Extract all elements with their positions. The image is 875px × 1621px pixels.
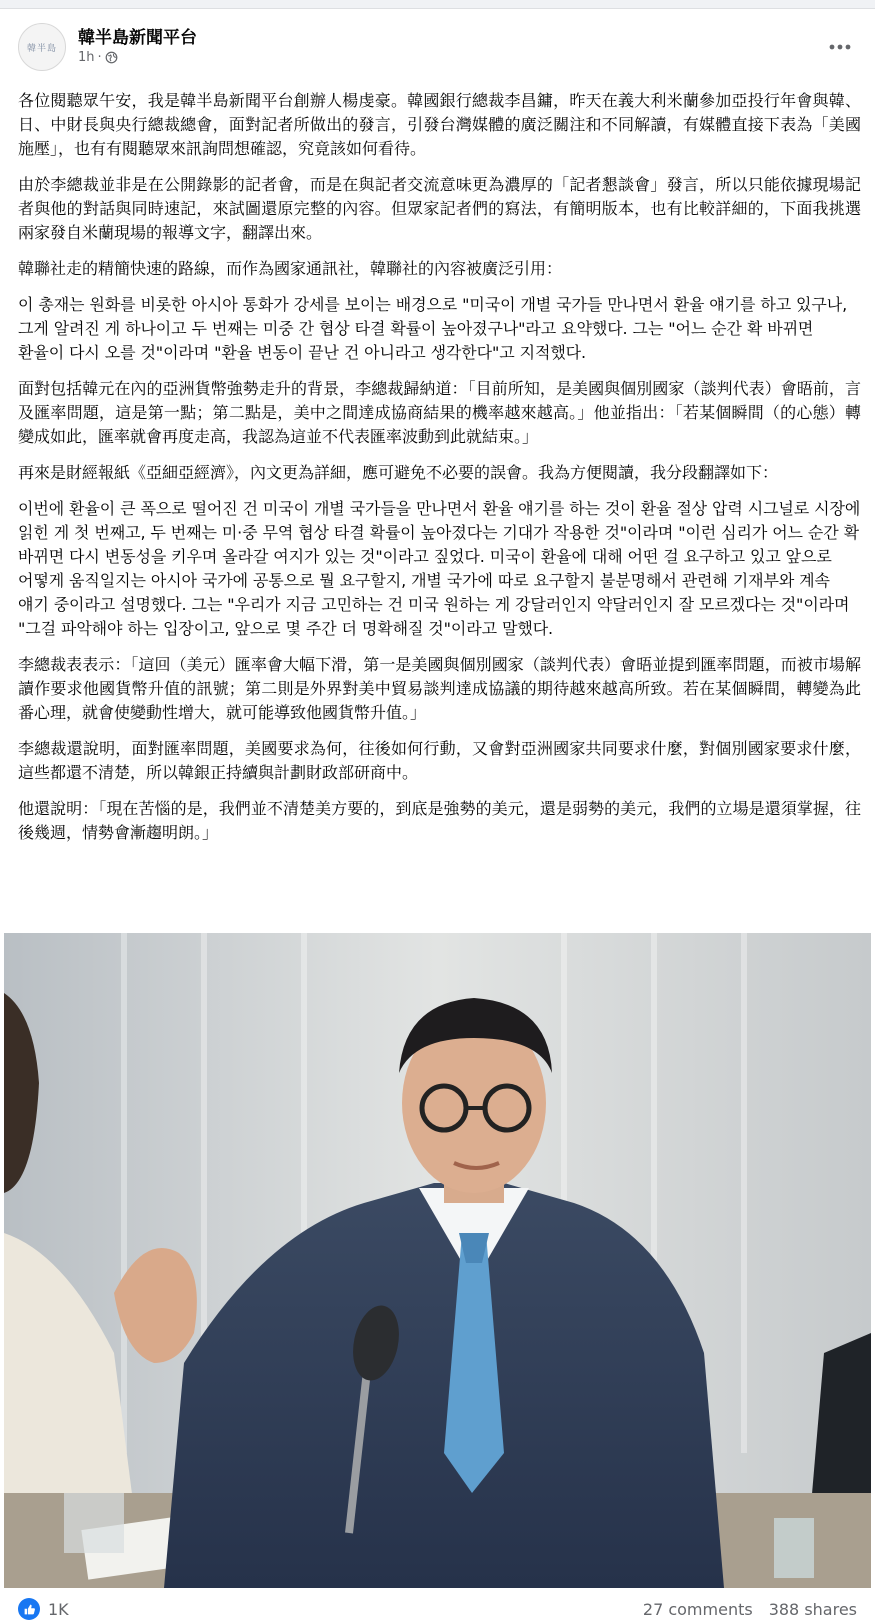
post-paragraph: 李總裁表表示：「這回（美元）匯率會大幅下滑，第一是美國與個別國家（談判代表）會晤並提到匯率問題，而被市場解讀作要求他國貨幣升值的訊號；第二則是外界對美中貿易談判達成協議的期待越來越高所致。若在某個瞬間，轉變為此番心理，就會使變動性增大，就可能導致他國貨幣升值。」 [18,655,861,722]
reaction-count[interactable]: 1K [48,1599,69,1619]
post-paragraph: 他還說明：「現在苦惱的是，我們並不清楚美方要的，到底是強勢的美元，還是弱勢的美元，我們的立場是還須掌握，往後幾週，情勢會漸趨明朗。」 [18,799,861,842]
comments-count-link[interactable]: 27 comments [642,1599,753,1619]
page-name-link[interactable]: 韓半島新聞平台 [78,28,197,48]
post-footer [0,1588,875,1621]
page-avatar[interactable] [18,23,66,71]
post-time[interactable]: 1h [78,50,95,65]
post-paragraph: 面對包括韓元在內的亞洲貨幣強勢走升的背景，李總裁歸納道：「目前所知，是美國與個別國家（談判代表）會晤前，言及匯率問題，這是第一點；第二點是，美中之間達成協商結果的機率越來越高。」他並指出：「若某個瞬間（的心態）轉變成如此，匯率就會再度走高，我認為這並不代表匯率波動到此就結束。」 [18,379,861,446]
globe-icon[interactable] [105,51,118,64]
shares-count-link[interactable]: 388 shares [768,1599,857,1619]
thumbs-up-icon[interactable] [18,1598,40,1620]
post-paragraph-korean: 이번에 환율이 큰 폭으로 떨어진 건 미국이 개별 국가들을 만나면서 환율 얘기를 하는 것이 환율 절상 압력 시그널로 시장에 읽힌 게 첫 번째고, 두 번째는 미·중 무역 협상 타결 확률이 높아졌다는 기대가 작용한 것"이라며 "이런 심리가 어느 순간 확 바뀌면 다시 변동성을 키우며 올라갈 여지가 있는 것"이라고 짚었다. 미국이 환율에 대해 어떤 걸 요구하고 있고 앞으로 어떻게 움직일지는 아시아 국가에 공통으로 뭘 요구할지, 개별 국가에 따로 요구할지 불분명해서 관련해 기재부와 계속 얘기 중이라고 설명했다. 그는 "우리가 지금 고민하는 건 미국 원하는 게 강달러인지 약달러인지 잘 모르겠다는 것"이라며 "그걸 파악해야 하는 입장이고, 앞으로 몇 주간 더 명확해질 것"이라고 말했다. [18,499,861,638]
post-card [0,8,875,1621]
engagement-stats [643,1600,857,1619]
post-meta [78,50,118,65]
post-paragraph: 再來是財經報紙《亞細亞經濟》，內文更為詳細，應可避免不必要的誤會。我為方便閱讀，我分段翻譯如下： [18,463,779,482]
post-header [18,23,858,75]
post-paragraph: 李總裁還說明，面對匯率問題，美國要求為何，往後如何行動，又會對亞洲國家共同要求什麼，對個別國家要求什麼，這些都還不清楚，所以韓銀正持續與計劃財政部研商中。 [18,739,861,782]
more-options-icon[interactable] [822,29,858,65]
post-body [18,89,861,857]
avatar-text: 韓半島 [26,43,57,54]
post-paragraph: 韓聯社走的精簡快速的路線，而作為國家通訊社，韓聯社的內容被廣泛引用： [18,259,563,278]
meta-separator: · [97,50,102,65]
post-paragraph-korean: 이 총재는 원화를 비롯한 아시아 통화가 강세를 보이는 배경으로 "미국이 개별 국가들 만나면서 환율 얘기를 하고 있구나, 그게 알려진 게 하나이고 두 번째는 미중 간 협상 타결 확률이 높아졌구나"라고 요약했다. 그는 "어느 순간 확 바뀌면 환율이 다시 오를 것"이라며 "환율 변동이 끝난 건 아니라고 생각한다"고 지적했다. [18,295,848,362]
post-paragraph: 各位閱聽眾午安，我是韓半島新聞平台創辦人楊虔豪。韓國銀行總裁李昌鏞，昨天在義大利米蘭參加亞投行年會與韓、日、中財長與央行總裁總會，面對記者所做出的發言，引發台灣媒體的廣泛關注和不同解讀，有媒體直接下表為「美國施壓」，也有有閱聽眾來訊詢問想確認，究竟該如何看待。 [18,91,861,158]
post-paragraph: 由於李總裁並非是在公開錄影的記者會，而是在與記者交流意味更為濃厚的「記者懇談會」發言，所以只能依據現場記者與他的對話與同時速記，來試圖還原完整的內容。但眾家記者們的寫法，有簡明版本，也有比較詳細的，下面我挑選兩家發自米蘭現場的報導文字，翻譯出來。 [18,175,861,242]
post-photo[interactable] [4,933,871,1588]
